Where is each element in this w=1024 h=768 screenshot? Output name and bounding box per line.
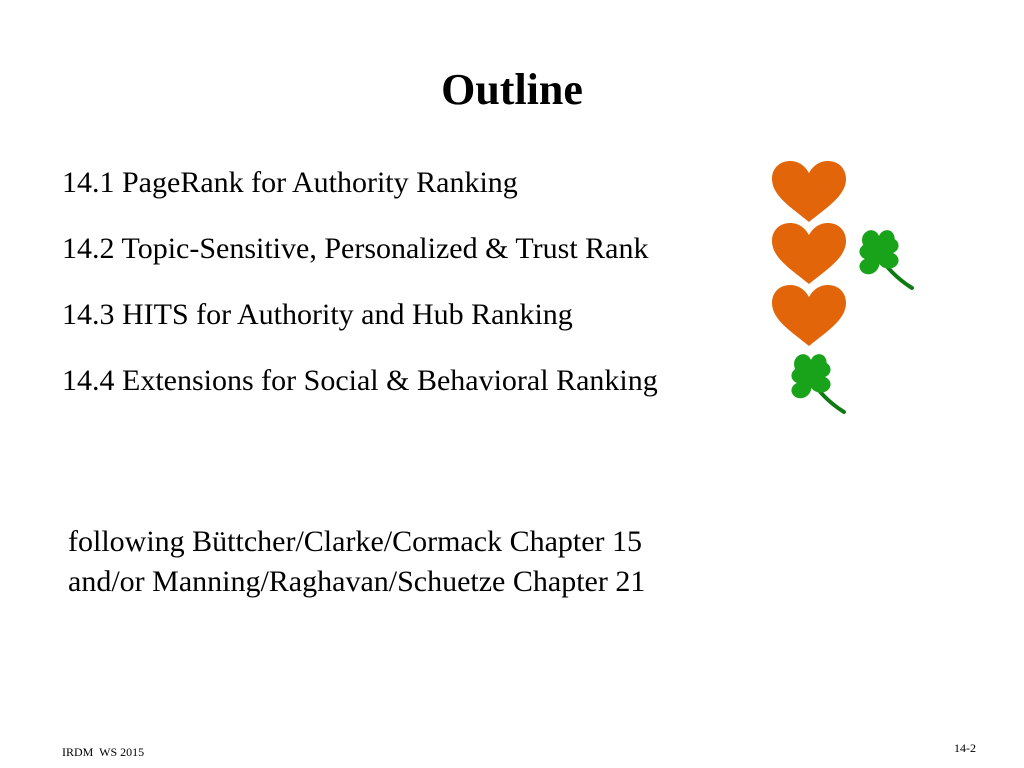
heart-icon	[770, 160, 848, 224]
reference-line-1: following Büttcher/Clarke/Cormack Chapter 15	[68, 525, 643, 558]
outline-item-14-1: 14.1 PageRank for Authority Ranking	[62, 166, 518, 199]
outline-item-14-3: 14.3 HITS for Authority and Hub Ranking	[62, 298, 573, 331]
slide-number: 14-2	[954, 741, 976, 755]
slide-title: Outline	[441, 65, 583, 114]
heart-icon	[770, 284, 848, 348]
outline-list	[62, 163, 658, 427]
clover-icon	[844, 222, 918, 292]
reference-line-2: and/or Manning/Raghavan/Schuetze Chapter 21	[68, 565, 646, 598]
reference-text	[68, 522, 645, 602]
outline-item-14-2: 14.2 Topic-Sensitive, Personalized & Trust Rank	[62, 232, 649, 265]
outline-item-14-4: 14.4 Extensions for Social & Behavioral Ranking	[62, 364, 658, 397]
clover-icon	[776, 346, 850, 416]
heart-icon	[770, 222, 848, 286]
footer-course-label: IRDM WS 2015	[62, 745, 145, 759]
